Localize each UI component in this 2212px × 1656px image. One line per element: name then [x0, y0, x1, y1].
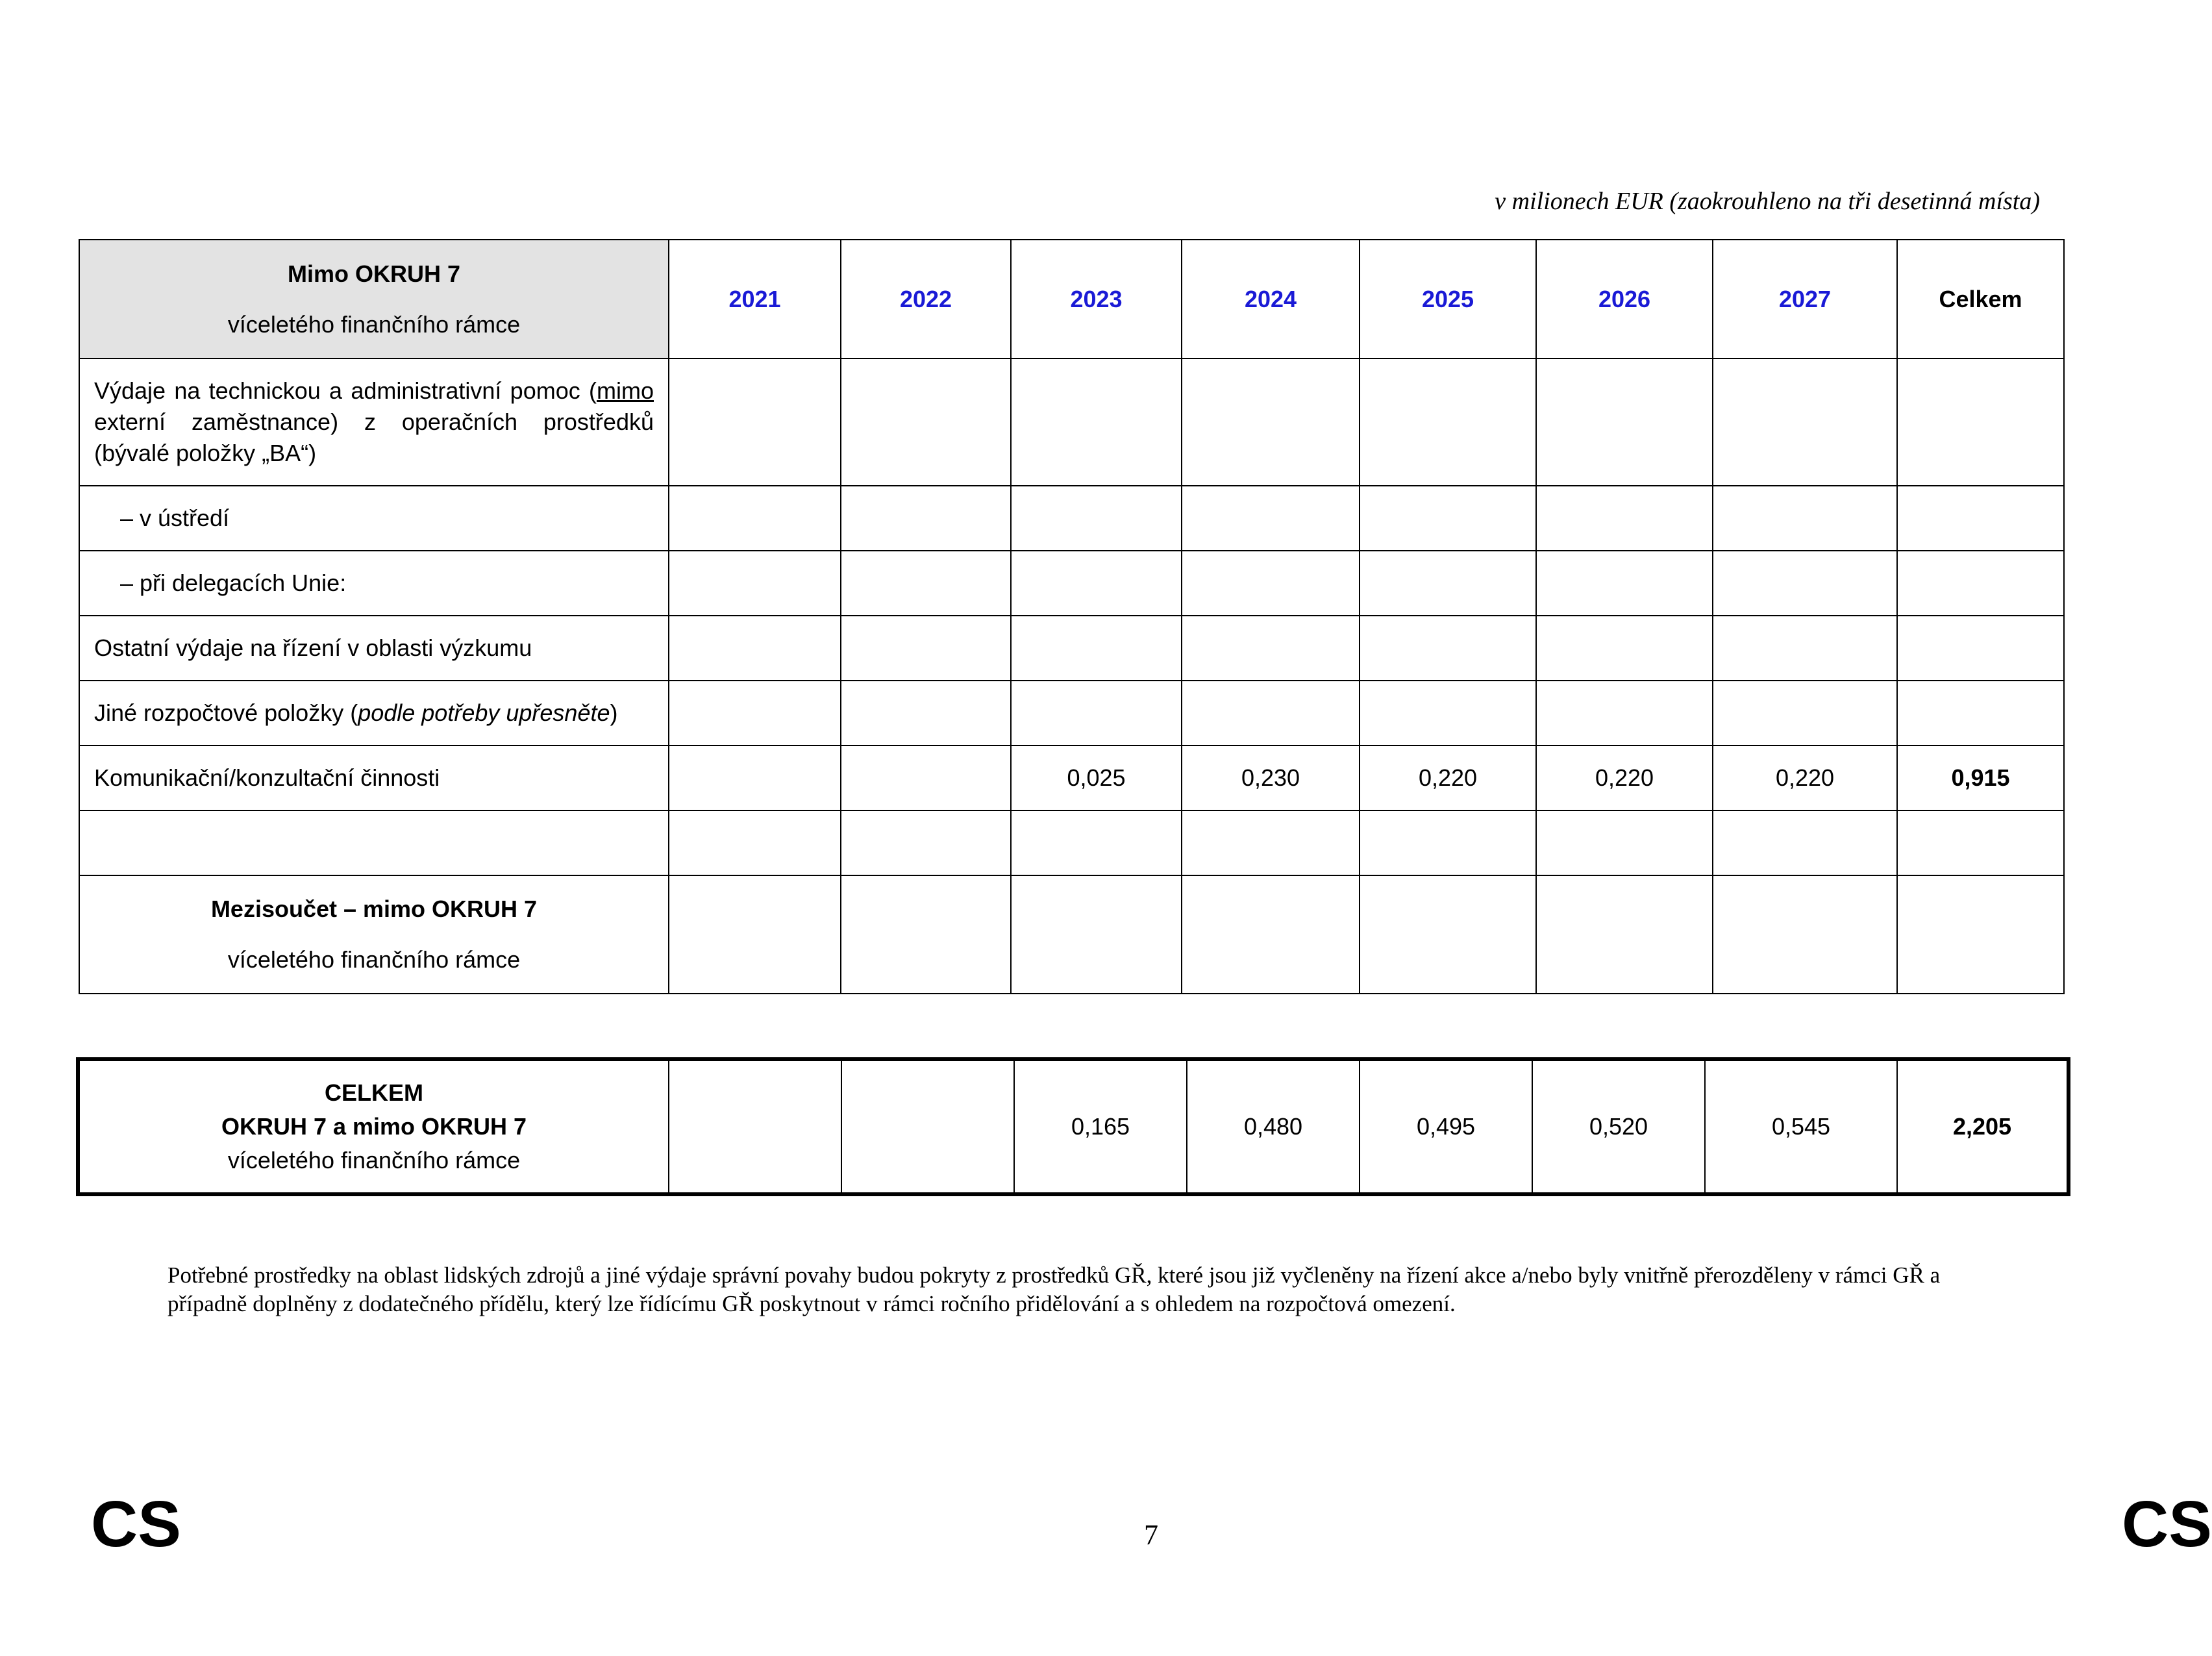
value-cell: 0,025 [1011, 746, 1182, 810]
unit-note: v milionech EUR (zaokrouhleno na tři desetinná místa) [1495, 188, 2040, 215]
header-label-subtitle: víceletého finančního rámce [227, 310, 521, 338]
subtotal-label: Mezisoučet – mimo OKRUH 7 víceletého finančního rámce [79, 875, 669, 994]
value-cell: 0,220 [1713, 746, 1897, 810]
row-label-ustredi: – v ústředí [79, 486, 669, 551]
language-code-left: CS [91, 1488, 181, 1561]
value-cell [841, 1059, 1014, 1194]
footnote: Potřebné prostředky na oblast lidských zdrojů a jiné výdaje správní povahy budou pokryty z prostředků GŘ, které jsou již vyčleněny na řízení akce a/nebo byly vnitřně přerozděleny v rámci GŘ a případně doplněny z dodatečného přídělu, který lze řídícímu GŘ poskytnout v rámci ročního přidělování a s ohledem na rozpočtová omezení. [168, 1262, 1941, 1316]
grand-total-cell: 2,205 [1897, 1059, 2069, 1194]
value-cell: 0,165 [1014, 1059, 1187, 1194]
header-label-cell [79, 240, 669, 358]
table-row [79, 551, 2064, 616]
table-row [79, 616, 2064, 681]
value-cell [669, 1059, 841, 1194]
grand-total-table [76, 1057, 2070, 1196]
row-label-delegace: – při delegacích Unie: [79, 551, 669, 616]
table-row [79, 681, 2064, 746]
year-header: 2024 [1182, 240, 1360, 358]
row-label-vyzkum: Ostatní výdaje na řízení v oblasti výzkumu [79, 616, 669, 681]
header-label-title: Mimo OKRUH 7 [287, 260, 460, 287]
row-label-tech-admin: Výdaje na technickou a administrativní pomoc (mimo externí zaměstnance) z operačních prostředků (bývalé položky „BA“) [79, 358, 669, 486]
year-header: 2022 [841, 240, 1011, 358]
year-header: 2023 [1011, 240, 1182, 358]
value-cell: 0,520 [1532, 1059, 1705, 1194]
total-header: Celkem [1897, 240, 2064, 358]
year-header: 2021 [669, 240, 841, 358]
table-header-row [79, 240, 2064, 358]
budget-table [79, 239, 2065, 994]
value-cell: 0,220 [1536, 746, 1713, 810]
grand-total-row [78, 1059, 2069, 1194]
subtotal-row [79, 875, 2064, 994]
year-header: 2025 [1360, 240, 1536, 358]
value-cell: 0,220 [1360, 746, 1536, 810]
value-cell: 0,495 [1360, 1059, 1532, 1194]
value-cell: 0,230 [1182, 746, 1360, 810]
page-number: 7 [1144, 1519, 1158, 1551]
table-row [79, 486, 2064, 551]
language-code-right: CS [2122, 1488, 2212, 1561]
value-cell [669, 746, 841, 810]
table-row [79, 746, 2064, 810]
table-row [79, 358, 2064, 486]
year-header: 2027 [1713, 240, 1897, 358]
value-cell: 0,545 [1705, 1059, 1897, 1194]
total-cell: 0,915 [1897, 746, 2064, 810]
grand-total-label: CELKEM OKRUH 7 a mimo OKRUH 7 víceletého finančního rámce [78, 1059, 669, 1194]
row-label-jine: Jiné rozpočtové položky (podle potřeby upřesněte) [79, 681, 669, 746]
table-row-empty [79, 810, 2064, 875]
value-cell: 0,480 [1187, 1059, 1360, 1194]
row-label-komunikace: Komunikační/konzultační činnosti [79, 746, 669, 810]
year-header: 2026 [1536, 240, 1713, 358]
value-cell [841, 746, 1011, 810]
